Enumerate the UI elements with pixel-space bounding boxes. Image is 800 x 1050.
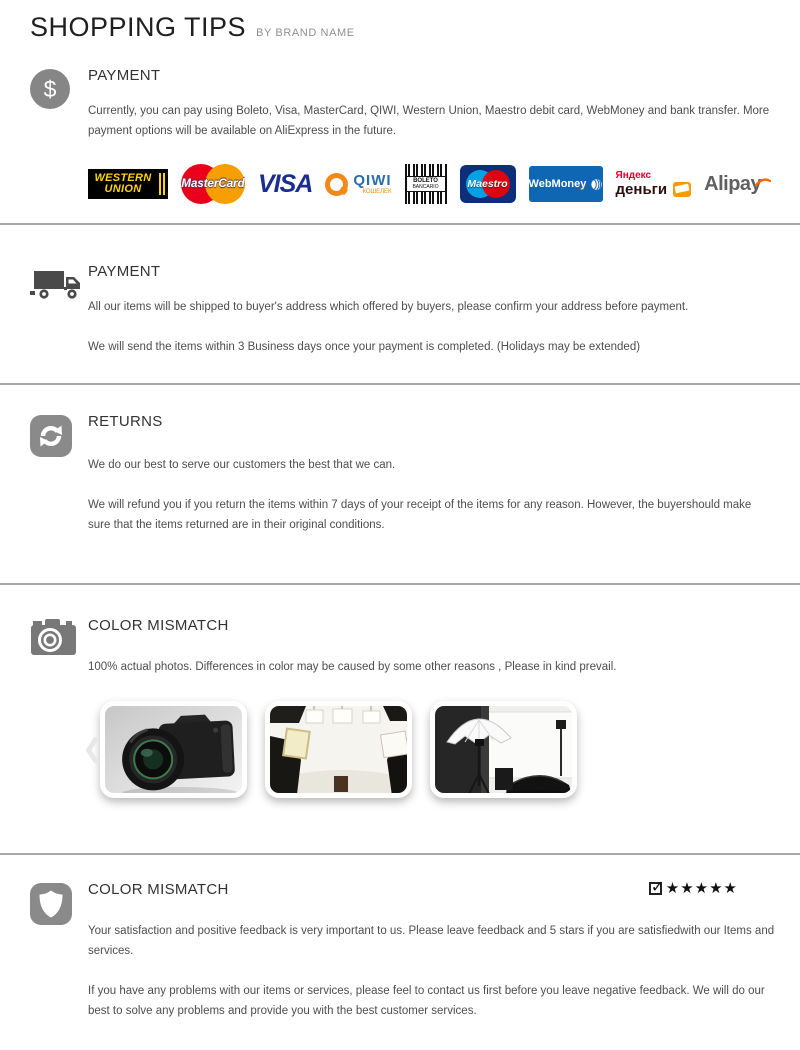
- page-header: [0, 0, 800, 55]
- qiwi-q-icon: [325, 173, 348, 196]
- yandex-wallet-icon: [673, 182, 691, 197]
- shipping-paragraph-2: We will send the items within 3 Business days once your payment is completed. (Holidays may be extended): [88, 341, 641, 353]
- section-icon-column: [30, 263, 88, 310]
- section-title: COLOR MISMATCH: [88, 617, 229, 634]
- webmoney-globe-icon: [591, 176, 602, 193]
- photo-studio-equipment: [430, 701, 577, 798]
- section-payment-methods: [0, 55, 800, 223]
- payment-logos-row: [88, 161, 776, 207]
- section-returns: [0, 385, 800, 583]
- feedback-paragraph-2: If you have any problems with our items or services, please feel to contact us first before you leave negative feedback. We will do our best to solve any problems and provide you with the best customer services.: [88, 985, 765, 1017]
- section-feedback: [0, 855, 800, 1048]
- returns-sync-icon: [30, 415, 72, 457]
- dollar-icon: $: [30, 69, 70, 109]
- star-icons: ★★★★★: [665, 880, 738, 897]
- section-color-mismatch: [0, 585, 800, 853]
- section-title: COLOR MISMATCH: [88, 881, 229, 898]
- returns-paragraph-1: We do our best to serve our customers the best that we can.: [88, 459, 396, 471]
- alipay-swoosh-icon: [755, 175, 771, 187]
- photo-studio-backdrop: [265, 701, 412, 798]
- section-icon-column: [30, 617, 88, 666]
- section-icon-column: [30, 881, 88, 925]
- alipay-logo: Alipay: [704, 173, 761, 196]
- photo-dslr-camera: [100, 701, 247, 798]
- camera-icon: [30, 619, 78, 661]
- maestro-logo: Maestro: [460, 165, 516, 203]
- qiwi-logo: QIWI КОШЕЛЕК: [325, 173, 391, 196]
- yandex-money-logo: Яндекс деньги: [616, 171, 692, 197]
- feedback-paragraph-1: Your satisfaction and positive feedback is very important to us. Please leave feedback and 5 stars if you are satisfiedwith our Items and services.: [88, 925, 775, 957]
- checked-checkbox-icon: ✓: [650, 879, 665, 896]
- mastercard-logo: MasterCard: [181, 164, 245, 204]
- five-star-rating: [649, 881, 738, 896]
- photo-strip: [100, 701, 776, 798]
- shield-icon: [30, 883, 72, 925]
- brand-subtitle: BY BRAND NAME: [256, 27, 355, 39]
- boleto-bancario-logo: BOLETO BANCARIO: [405, 164, 447, 204]
- truck-icon: [30, 265, 84, 305]
- visa-logo: VISA: [258, 169, 313, 198]
- webmoney-logo: WebMoney: [529, 166, 603, 202]
- payment-description: Currently, you can pay using Boleto, Visa, MasterCard, QIWI, Western Union, Maestro debit card, WebMoney and bank transfer. More payment options will be available on AliExpress in the future.: [88, 105, 770, 137]
- returns-paragraph-2: We will refund you if you return the items within 7 days of your receipt of the items for any reason. However, the buyershould make sure that the items returned are in their original conditions.: [88, 499, 752, 531]
- shipping-paragraph-1: All our items will be shipped to buyer's address which offered by buyers, please confirm your address before payment.: [88, 301, 689, 313]
- section-title: RETURNS: [88, 413, 163, 430]
- section-title: PAYMENT: [88, 263, 161, 280]
- section-title: PAYMENT: [88, 67, 161, 84]
- page-title: SHOPPING TIPS: [30, 12, 247, 42]
- section-icon-column: [30, 67, 88, 109]
- color-mismatch-paragraph: 100% actual photos. Differences in color may be caused by some other reasons , Please in kind prevail.: [88, 661, 617, 673]
- section-shipping: [0, 225, 800, 383]
- section-icon-column: [30, 413, 88, 457]
- western-union-logo: WESTERN UNION: [88, 169, 168, 199]
- chevron-left-icon: ❮: [82, 733, 104, 763]
